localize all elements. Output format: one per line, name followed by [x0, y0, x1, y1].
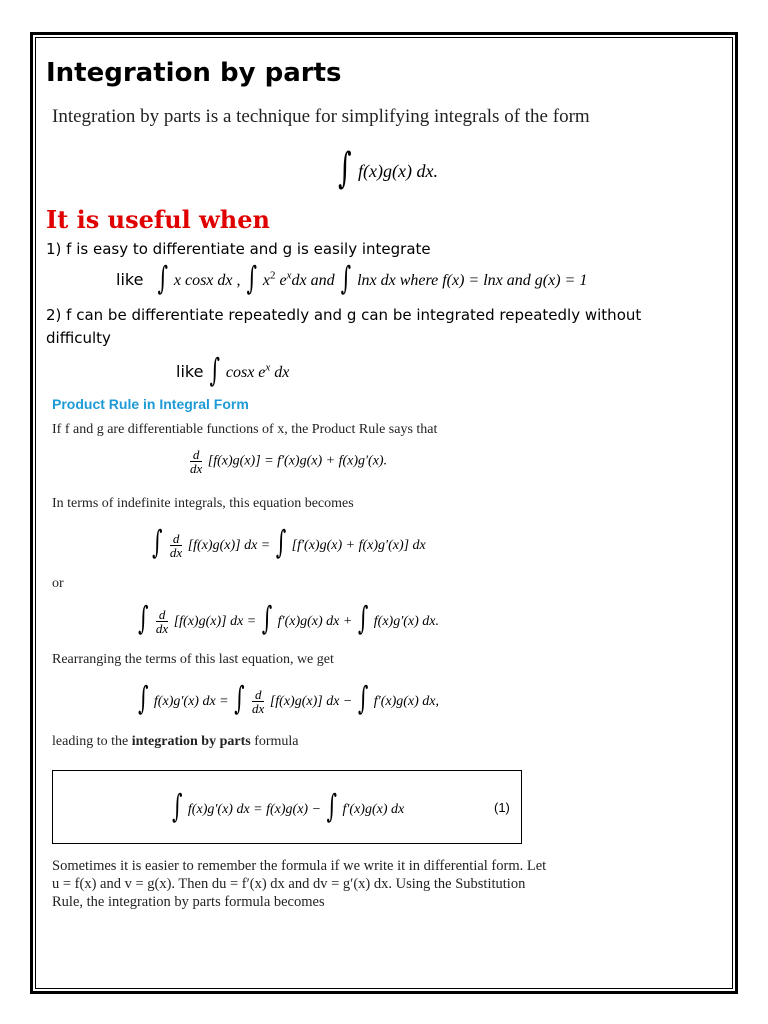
integral-symbol: ∫ [275, 522, 287, 562]
frac-dx: dx [190, 461, 203, 476]
frac-dx: dx [252, 701, 265, 717]
leading-pre: leading to the [52, 734, 132, 749]
equation-3-mid: f′(x)g(x) dx + [277, 614, 353, 629]
final-line-2: u = f(x) and v = g(x). Then du = f′(x) dx and dv = g′(x) dx. Using the Substitution [52, 876, 526, 892]
example-1: x cosx dx , [173, 272, 241, 289]
boxed-formula [170, 786, 405, 826]
indefinite-text: In terms of indefinite integrals, this equation becomes [52, 496, 354, 511]
equation-4-b: [f(x)g(x)] dx − [269, 694, 353, 709]
equation-number: (1) [494, 800, 510, 815]
case-1-examples [116, 258, 588, 298]
frac-dx: dx [169, 545, 183, 561]
example-2-dx: dx and [291, 272, 335, 289]
intro-formula-text: f(x)g(x) dx. [358, 161, 438, 181]
example-2-exp: 2 [270, 269, 276, 282]
case-2-example-exp: x [265, 361, 271, 374]
or-text: or [52, 576, 64, 591]
equation-2-right: [f′(x)g(x) + f(x)g′(x)] dx [291, 538, 426, 553]
case-2-text-line1: 2) f can be differentiate repeatedly and g can be integrated repeatedly without [46, 306, 642, 324]
case-2-example [176, 350, 290, 390]
equation-3-left: [f(x)g(x)] dx = [173, 614, 257, 629]
frac-d: d [190, 448, 202, 462]
product-rule-heading: Product Rule in Integral Form [52, 396, 249, 412]
product-rule-text: If f and g are differentiable functions of x, the Product Rule says that [52, 422, 438, 437]
boxed-formula-a: f(x)g′(x) dx = f(x)g(x) − [187, 802, 322, 817]
equation-2-left: [f(x)g(x)] dx = [187, 538, 271, 553]
equation-4-a: f(x)g′(x) dx = [153, 694, 229, 709]
frac-d: d [252, 688, 264, 702]
integral-symbol: ∫ [326, 786, 337, 826]
integral-symbol: ∫ [261, 598, 273, 638]
case-1-text: 1) f is easy to differentiate and g is easily integrate [46, 240, 431, 258]
useful-heading: It is useful when [46, 205, 270, 234]
boxed-formula-b: f′(x)g(x) dx [342, 802, 405, 817]
integral-symbol: ∫ [172, 786, 183, 826]
like-label: like [116, 270, 144, 289]
example-2-e: e [275, 272, 287, 289]
example-2-x: x [262, 272, 271, 289]
intro-text: Integration by parts is a technique for simplifying integrals of the form [52, 106, 590, 127]
example-2-exp2: x [286, 269, 292, 282]
equation-3 [136, 598, 440, 638]
integral-symbol: ∫ [234, 678, 245, 718]
example-3: lnx dx where f(x) = lnx and g(x) = 1 [357, 272, 588, 289]
equation-3-right: f(x)g′(x) dx. [373, 614, 440, 629]
integral-symbol: ∫ [340, 258, 352, 298]
intro-formula [336, 145, 438, 193]
equation-2 [150, 522, 426, 562]
integral-symbol: ∫ [157, 258, 168, 298]
integral-symbol: ∫ [138, 598, 149, 638]
equation-4 [136, 678, 440, 718]
integral-symbol: ∫ [357, 598, 369, 638]
integral-symbol: ∫ [152, 522, 163, 562]
product-rule-equation [188, 448, 387, 475]
case-2-text-line2: difficulty [46, 329, 111, 347]
integral-symbol: ∫ [246, 258, 257, 298]
final-line-1: Sometimes it is easier to remember the formula if we write it in differential form. Let [52, 858, 547, 874]
product-rule-rhs: [f(x)g(x)] = f′(x)g(x) + f(x)g′(x). [207, 453, 388, 469]
case-2-example-b: dx [274, 364, 290, 381]
integral-symbol: ∫ [138, 678, 149, 718]
leading-bold: integration by parts [131, 734, 251, 749]
leading-post: formula [250, 734, 299, 749]
frac-d: d [156, 608, 168, 622]
like-label: like [176, 362, 204, 381]
case-2-example-a: cosx e [225, 364, 266, 381]
frac-d: d [170, 532, 182, 546]
leading-text [52, 734, 299, 750]
frac-dx: dx [155, 621, 169, 637]
integral-symbol: ∫ [338, 145, 352, 193]
rearranging-text: Rearranging the terms of this last equation, we get [52, 652, 334, 667]
final-line-3: Rule, the integration by parts formula becomes [52, 894, 325, 910]
integral-symbol: ∫ [209, 350, 220, 390]
equation-4-c: f′(x)g(x) dx, [373, 694, 440, 709]
page-title: Integration by parts [46, 58, 342, 88]
integral-symbol: ∫ [357, 678, 369, 718]
